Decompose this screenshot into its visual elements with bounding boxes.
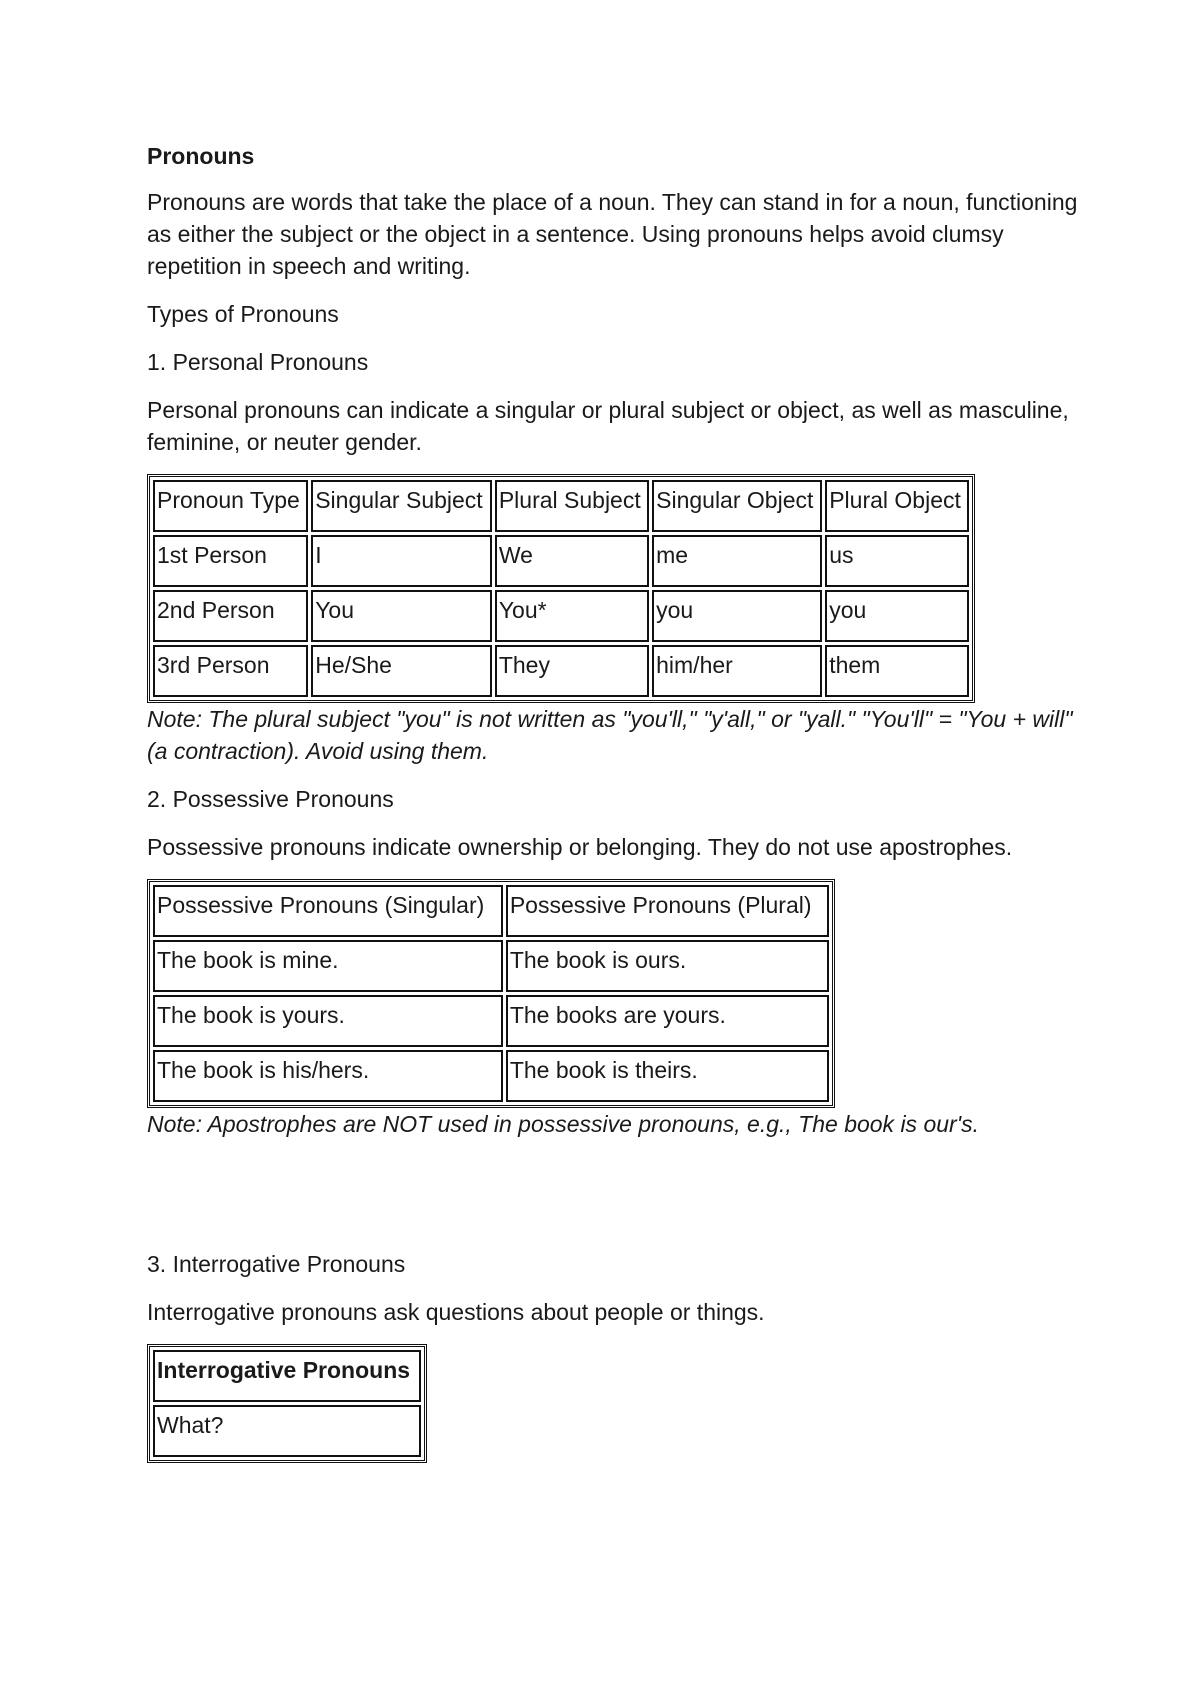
interrogative-pronouns-table bbox=[147, 1344, 427, 1463]
intro-paragraph: Pronouns are words that take the place of a noun. They can stand in for a noun, functioning as either the subject or the object in a sentence. Using pronouns helps avoid clumsy repetition in speech and writing. bbox=[147, 189, 1078, 279]
table-cell: I bbox=[311, 535, 492, 587]
table-cell: 2nd Person bbox=[153, 590, 308, 642]
table-header-cell: Possessive Pronouns (Plural) bbox=[506, 885, 829, 937]
table-header-row bbox=[153, 885, 829, 937]
table-row bbox=[153, 535, 969, 587]
table-header-cell: Interrogative Pronouns bbox=[153, 1350, 421, 1402]
table-header-row bbox=[153, 1350, 421, 1402]
table-header-cell: Possessive Pronouns (Singular) bbox=[153, 885, 503, 937]
table-row bbox=[153, 590, 969, 642]
personal-heading: 1. Personal Pronouns bbox=[147, 349, 369, 375]
table-cell: He/She bbox=[311, 645, 492, 697]
table-cell: You* bbox=[495, 590, 649, 642]
document-body bbox=[147, 140, 1087, 1463]
table-row bbox=[153, 940, 829, 992]
interrogative-description: Interrogative pronouns ask questions about people or things. bbox=[147, 1299, 765, 1325]
table-cell: We bbox=[495, 535, 649, 587]
types-heading: Types of Pronouns bbox=[147, 301, 339, 327]
table-row bbox=[153, 1050, 829, 1102]
table-cell: They bbox=[495, 645, 649, 697]
table-header-cell: Pronoun Type bbox=[153, 480, 308, 532]
table-cell: What? bbox=[153, 1405, 421, 1457]
table-cell: me bbox=[652, 535, 822, 587]
table-cell: us bbox=[825, 535, 969, 587]
table-header-row bbox=[153, 480, 969, 532]
table-cell: them bbox=[825, 645, 969, 697]
table-cell: you bbox=[652, 590, 822, 642]
possessive-description: Possessive pronouns indicate ownership or belonging. They do not use apostrophes. bbox=[147, 834, 1013, 860]
table-header-cell: Singular Subject bbox=[311, 480, 492, 532]
personal-note: Note: The plural subject "you" is not written as "you'll," "y'all," or "yall." "You'll" = "You + will" (a contraction). Avoid using them. bbox=[147, 706, 1073, 764]
table-header-cell: Singular Object bbox=[652, 480, 822, 532]
table-header-cell: Plural Object bbox=[825, 480, 969, 532]
possessive-pronouns-table bbox=[147, 879, 835, 1108]
table-cell: The book is ours. bbox=[506, 940, 829, 992]
table-cell: The book is his/hers. bbox=[153, 1050, 503, 1102]
interrogative-heading: 3. Interrogative Pronouns bbox=[147, 1251, 406, 1277]
blank-space bbox=[147, 1156, 1087, 1248]
table-row bbox=[153, 1405, 421, 1457]
table-cell: 1st Person bbox=[153, 535, 308, 587]
possessive-heading: 2. Possessive Pronouns bbox=[147, 786, 394, 812]
page-title: Pronouns bbox=[147, 143, 255, 169]
personal-pronouns-table bbox=[147, 474, 975, 703]
table-cell: The books are yours. bbox=[506, 995, 829, 1047]
table-cell: The book is yours. bbox=[153, 995, 503, 1047]
table-cell: The book is mine. bbox=[153, 940, 503, 992]
table-header-cell: Plural Subject bbox=[495, 480, 649, 532]
table-row bbox=[153, 645, 969, 697]
table-cell: him/her bbox=[652, 645, 822, 697]
table-cell: You bbox=[311, 590, 492, 642]
table-row bbox=[153, 995, 829, 1047]
personal-description: Personal pronouns can indicate a singular or plural subject or object, as well as masculine, feminine, or neuter gender. bbox=[147, 397, 1069, 455]
table-cell: you bbox=[825, 590, 969, 642]
possessive-note: Note: Apostrophes are NOT used in possessive pronouns, e.g., The book is our's. bbox=[147, 1111, 979, 1137]
table-cell: 3rd Person bbox=[153, 645, 308, 697]
table-cell: The book is theirs. bbox=[506, 1050, 829, 1102]
